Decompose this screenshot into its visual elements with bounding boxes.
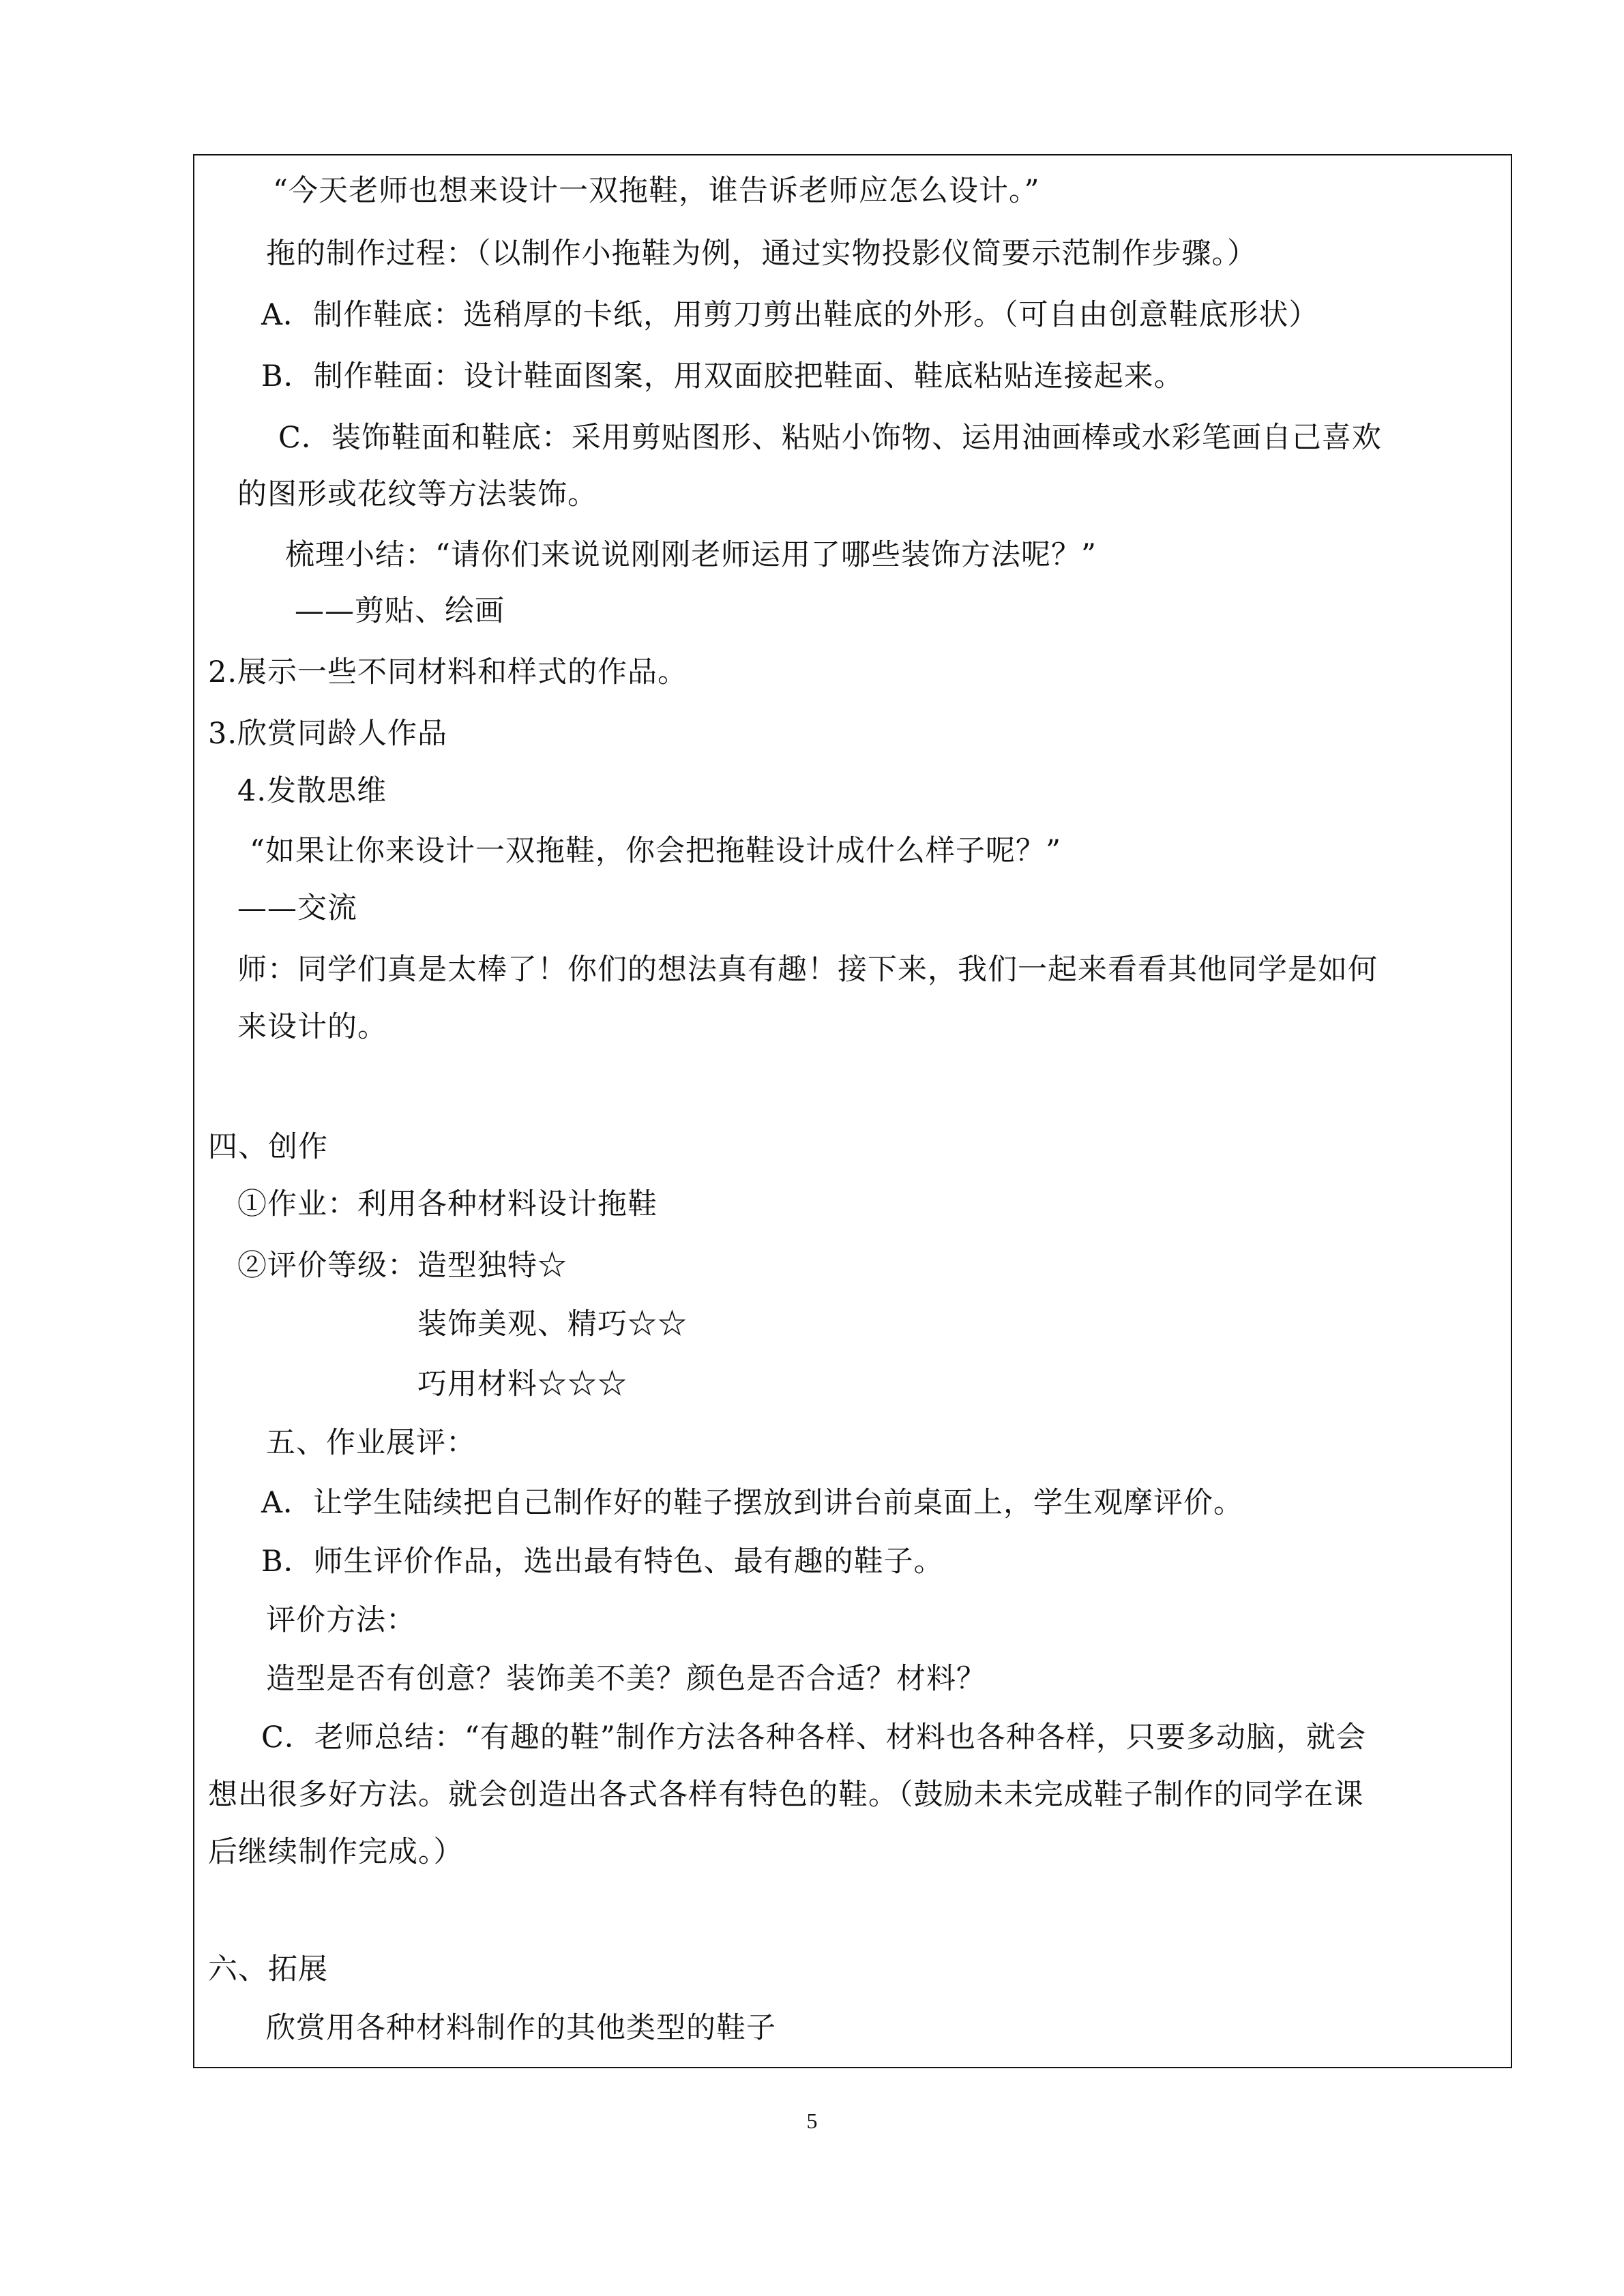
text-line: A．制作鞋底：选稍厚的卡纸，用剪刀剪出鞋底的外形。（可自由创意鞋底形状） (261, 298, 1319, 332)
text-line: 拖的制作过程：（以制作小拖鞋为例，通过实物投影仪简要示范制作步骤。） (266, 237, 1257, 271)
text-line: ②评价等级：造型独特☆ (237, 1249, 567, 1283)
section-heading-extension: 六、拓展 (208, 1952, 328, 1986)
text-line: 欣赏用各种材料制作的其他类型的鞋子 (266, 2011, 776, 2045)
text-line: 梳理小结：“请你们来说说刚刚老师运用了哪些装饰方法呢？” (285, 538, 1097, 572)
page-number: 5 (806, 2108, 818, 2133)
section-heading-review: 五、作业展评： (266, 1426, 476, 1460)
text-line: “今天老师也想来设计一双拖鞋，谁告诉老师应怎么设计。” (273, 174, 1040, 208)
text-line: ——交流 (237, 891, 357, 925)
text-line: 评价方法： (266, 1603, 416, 1637)
text-line: 师：同学们真是太棒了！你们的想法真有趣！接下来，我们一起来看看其他同学是如何 (237, 953, 1378, 987)
text-line: ①作业：利用各种材料设计拖鞋 (237, 1187, 658, 1221)
text-line: C．老师总结：“有趣的鞋”制作方法各种各样、材料也各种各样，只要多动脑，就会 (261, 1720, 1366, 1755)
text-line: 的图形或花纹等方法装饰。 (237, 477, 597, 511)
text-line: C．装饰鞋面和鞋底：采用剪贴图形、粘贴小饰物、运用油画棒或水彩笔画自己喜欢 (278, 421, 1382, 455)
text-line: “如果让你来设计一双拖鞋，你会把拖鞋设计成什么样子呢？” (250, 834, 1061, 868)
text-line: 巧用材料☆☆☆ (417, 1367, 628, 1401)
text-line: ——剪贴、绘画 (295, 594, 505, 628)
text-line: 装饰美观、精巧☆☆ (417, 1307, 688, 1341)
text-line: B．制作鞋面：设计鞋面图案，用双面胶把鞋面、鞋底粘贴连接起来。 (261, 359, 1184, 393)
section-heading-creation: 四、创作 (208, 1130, 328, 1164)
text-line: 造型是否有创意？装饰美不美？颜色是否合适？材料？ (266, 1662, 986, 1696)
text-line: 来设计的。 (237, 1010, 387, 1044)
text-line: 2.展示一些不同材料和样式的作品。 (208, 655, 688, 689)
text-line: 想出很多好方法。就会创造出各式各样有特色的鞋。（鼓励未未完成鞋子制作的同学在课 (208, 1778, 1364, 1812)
text-line: 3.欣赏同龄人作品 (208, 717, 448, 751)
text-line: B．师生评价作品，选出最有特色、最有趣的鞋子。 (261, 1545, 944, 1579)
text-line: 4.发散思维 (237, 774, 387, 808)
text-line: 后继续制作完成。） (208, 1835, 464, 1869)
text-line: A．让学生陆续把自己制作好的鞋子摆放到讲台前桌面上，学生观摩评价。 (261, 1486, 1244, 1520)
